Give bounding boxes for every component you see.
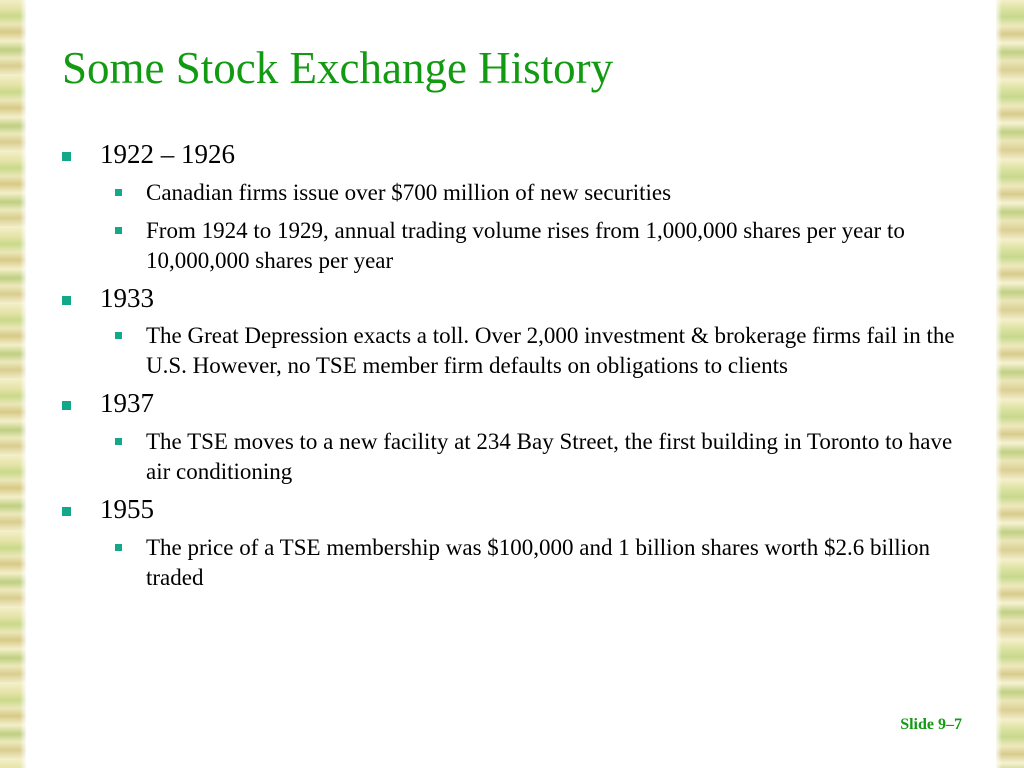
slide-content xyxy=(62,140,962,601)
square-bullet-icon xyxy=(62,507,71,516)
list-item-text: From 1924 to 1929, annual trading volume rises from 1,000,000 shares per year to 10,000,000 shares per year xyxy=(146,217,905,273)
square-bullet-icon xyxy=(115,189,122,196)
section-heading xyxy=(62,389,962,419)
list-item xyxy=(115,533,962,593)
slide-title: Some Stock Exchange History xyxy=(62,43,614,93)
square-bullet-icon xyxy=(62,401,71,410)
list-item-text: The TSE moves to a new facility at 234 Bay Street, the first building in Toronto to have air conditioning xyxy=(146,429,953,485)
section-heading-text: 1955 xyxy=(100,494,154,525)
section-heading xyxy=(62,140,962,170)
list-item xyxy=(115,321,962,381)
section-heading-text: 1933 xyxy=(100,282,154,313)
section-1933 xyxy=(62,284,962,382)
section-1922-1926 xyxy=(62,140,962,276)
square-bullet-icon xyxy=(62,296,71,305)
section-heading-text: 1937 xyxy=(100,388,154,419)
section-1955 xyxy=(62,495,962,593)
list-item-text: Canadian firms issue over $700 million of new securities xyxy=(146,179,672,205)
list-item xyxy=(115,216,962,276)
section-heading xyxy=(62,284,962,314)
section-heading xyxy=(62,495,962,525)
square-bullet-icon xyxy=(115,544,122,551)
square-bullet-icon xyxy=(115,227,122,234)
section-heading-text: 1922 – 1926 xyxy=(100,139,235,169)
section-1937 xyxy=(62,389,962,487)
square-bullet-icon xyxy=(62,152,71,161)
slide-number: Slide 9–7 xyxy=(900,716,962,733)
left-decorative-border xyxy=(0,0,26,768)
list-item xyxy=(115,427,962,487)
list-item-text: The Great Depression exacts a toll. Over 2,000 investment & brokerage firms fail in the U.S. However, no TSE member firm defaults on obligations to clients xyxy=(146,323,955,379)
right-decorative-border xyxy=(996,0,1024,768)
list-item xyxy=(115,178,962,208)
square-bullet-icon xyxy=(115,438,122,445)
list-item-text: The price of a TSE membership was $100,000 and 1 billion shares worth $2.6 billion traded xyxy=(146,534,930,590)
square-bullet-icon xyxy=(115,332,122,339)
